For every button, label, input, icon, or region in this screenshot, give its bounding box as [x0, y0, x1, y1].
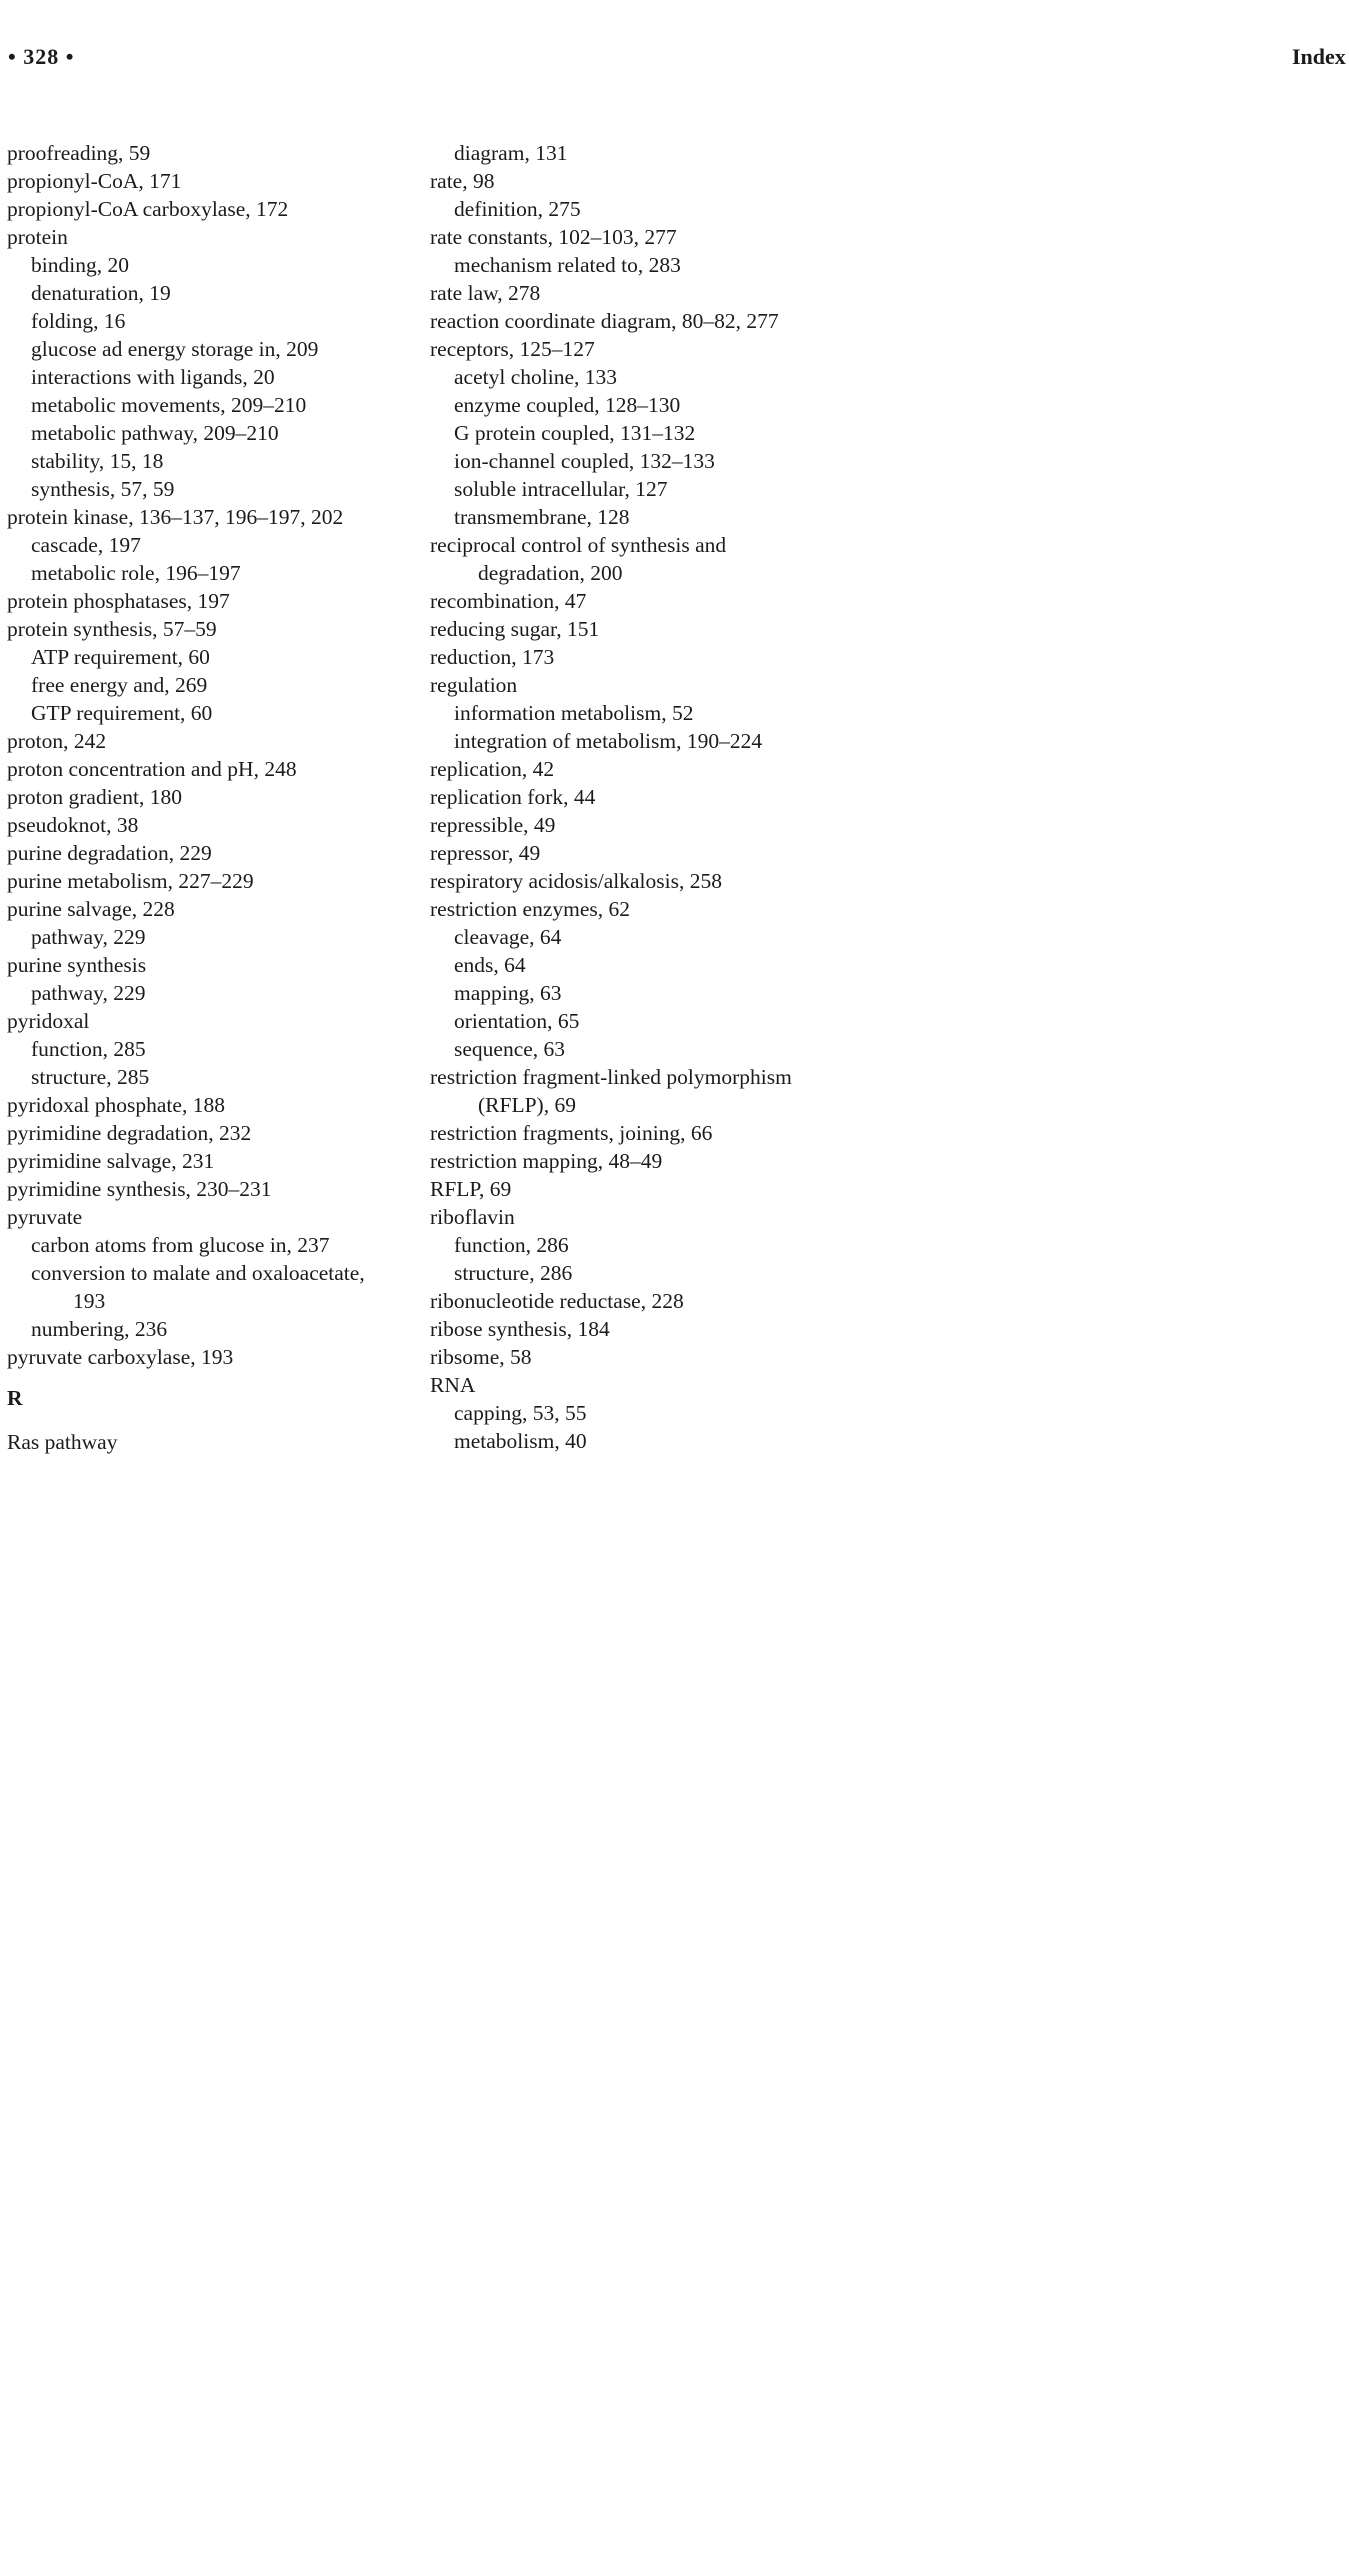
index-entry: protein kinase, 136–137, 196–197, 202 [7, 505, 344, 529]
index-entry: pyruvate carboxylase, 193 [7, 1345, 234, 1369]
index-entry: degradation, 200 [478, 561, 623, 585]
index-entry: ribonucleotide reductase, 228 [430, 1289, 684, 1313]
index-entry: structure, 285 [31, 1065, 150, 1089]
index-entry: reaction coordinate diagram, 80–82, 277 [430, 309, 779, 333]
index-entry: pyruvate [7, 1205, 83, 1229]
index-entry: enzyme coupled, 128–130 [454, 393, 681, 417]
index-entry: RFLP, 69 [430, 1177, 512, 1201]
index-entry: 193 [73, 1289, 106, 1313]
index-entry: repressor, 49 [430, 841, 541, 865]
index-entry: ATP requirement, 60 [31, 645, 210, 669]
index-entry: pseudoknot, 38 [7, 813, 139, 837]
index-entry: GTP requirement, 60 [31, 701, 213, 725]
index-entry: restriction fragments, joining, 66 [430, 1121, 713, 1145]
index-entry: propionyl-CoA carboxylase, 172 [7, 197, 289, 221]
index-entry: recombination, 47 [430, 589, 587, 613]
index-entry: transmembrane, 128 [454, 505, 630, 529]
index-entry: proton concentration and pH, 248 [7, 757, 297, 781]
index-entry: sequence, 63 [454, 1037, 566, 1061]
index-column-right [430, 139, 1349, 1455]
page-title: Index [1292, 44, 1346, 69]
index-column-left [7, 139, 430, 1456]
index-entry: R [7, 1386, 23, 1410]
index-entry: definition, 275 [454, 197, 581, 221]
index-entry: glucose ad energy storage in, 209 [31, 337, 319, 361]
index-entry: integration of metabolism, 190–224 [454, 729, 763, 753]
index-entry: numbering, 236 [31, 1317, 168, 1341]
index-entry: repressible, 49 [430, 813, 556, 837]
index-entry: rate, 98 [430, 169, 495, 193]
index-entry: function, 286 [454, 1233, 569, 1257]
index-entry: respiratory acidosis/alkalosis, 258 [430, 869, 722, 893]
index-entry: ribsome, 58 [430, 1345, 532, 1369]
index-entry: cleavage, 64 [454, 925, 562, 949]
index-entry: Ras pathway [7, 1430, 118, 1454]
index-entry: rate law, 278 [430, 281, 541, 305]
index-entry: protein [7, 225, 68, 249]
index-entry: purine synthesis [7, 953, 147, 977]
index-entry: capping, 53, 55 [454, 1401, 587, 1425]
index-entry: soluble intracellular, 127 [454, 477, 668, 501]
index-entry: mechanism related to, 283 [454, 253, 681, 277]
index-entry: ribose synthesis, 184 [430, 1317, 610, 1341]
index-entry: function, 285 [31, 1037, 146, 1061]
index-entry: interactions with ligands, 20 [31, 365, 275, 389]
index-entry: receptors, 125–127 [430, 337, 595, 361]
index-entry: pyridoxal [7, 1009, 90, 1033]
index-entry: conversion to malate and oxaloacetate, [31, 1261, 365, 1285]
index-entry: purine metabolism, 227–229 [7, 869, 254, 893]
index-entry: ends, 64 [454, 953, 526, 977]
index-entry: pyrimidine degradation, 232 [7, 1121, 252, 1145]
index-entry: metabolic role, 196–197 [31, 561, 241, 585]
index-entry: cascade, 197 [31, 533, 141, 557]
index-entry: metabolic pathway, 209–210 [31, 421, 279, 445]
index-entry: metabolism, 40 [454, 1429, 587, 1453]
index-entry: pathway, 229 [31, 981, 146, 1005]
index-entry: metabolic movements, 209–210 [31, 393, 307, 417]
index-entry: binding, 20 [31, 253, 129, 277]
index-entry: ion-channel coupled, 132–133 [454, 449, 715, 473]
index-entry: propionyl-CoA, 171 [7, 169, 182, 193]
index-entry: protein phosphatases, 197 [7, 589, 230, 613]
index-entry: stability, 15, 18 [31, 449, 164, 473]
index-entry: restriction fragment-linked polymorphism [430, 1065, 792, 1089]
index-entry: reduction, 173 [430, 645, 555, 669]
index-entry: riboflavin [430, 1205, 515, 1229]
index-entry: pyrimidine salvage, 231 [7, 1149, 215, 1173]
index-entry: synthesis, 57, 59 [31, 477, 175, 501]
index-entry: G protein coupled, 131–132 [454, 421, 696, 445]
index-entry: replication fork, 44 [430, 785, 596, 809]
index-entry: structure, 286 [454, 1261, 573, 1285]
index-entry: free energy and, 269 [31, 673, 208, 697]
index-entry: proton gradient, 180 [7, 785, 182, 809]
index-entry: restriction enzymes, 62 [430, 897, 631, 921]
index-entry: purine degradation, 229 [7, 841, 212, 865]
running-head [0, 44, 1349, 74]
index-body [7, 139, 1349, 1456]
index-entry: reducing sugar, 151 [430, 617, 600, 641]
index-entry: (RFLP), 69 [478, 1093, 576, 1117]
page-number: • 328 • [8, 44, 75, 69]
index-entry: restriction mapping, 48–49 [430, 1149, 663, 1173]
index-entry: acetyl choline, 133 [454, 365, 617, 389]
index-entry: carbon atoms from glucose in, 237 [31, 1233, 330, 1257]
index-entry: protein synthesis, 57–59 [7, 617, 217, 641]
index-entry: replication, 42 [430, 757, 555, 781]
index-entry: pathway, 229 [31, 925, 146, 949]
index-entry: RNA [430, 1373, 476, 1397]
index-entry: proofreading, 59 [7, 141, 151, 165]
index-entry: regulation [430, 673, 518, 697]
index-entry: folding, 16 [31, 309, 126, 333]
index-entry: mapping, 63 [454, 981, 562, 1005]
index-entry: reciprocal control of synthesis and [430, 533, 727, 557]
index-entry: rate constants, 102–103, 277 [430, 225, 677, 249]
index-entry: proton, 242 [7, 729, 107, 753]
index-entry: orientation, 65 [454, 1009, 580, 1033]
index-entry: information metabolism, 52 [454, 701, 694, 725]
index-entry: denaturation, 19 [31, 281, 171, 305]
index-entry: diagram, 131 [454, 141, 568, 165]
index-entry: purine salvage, 228 [7, 897, 175, 921]
index-entry: pyridoxal phosphate, 188 [7, 1093, 225, 1117]
index-entry: pyrimidine synthesis, 230–231 [7, 1177, 272, 1201]
